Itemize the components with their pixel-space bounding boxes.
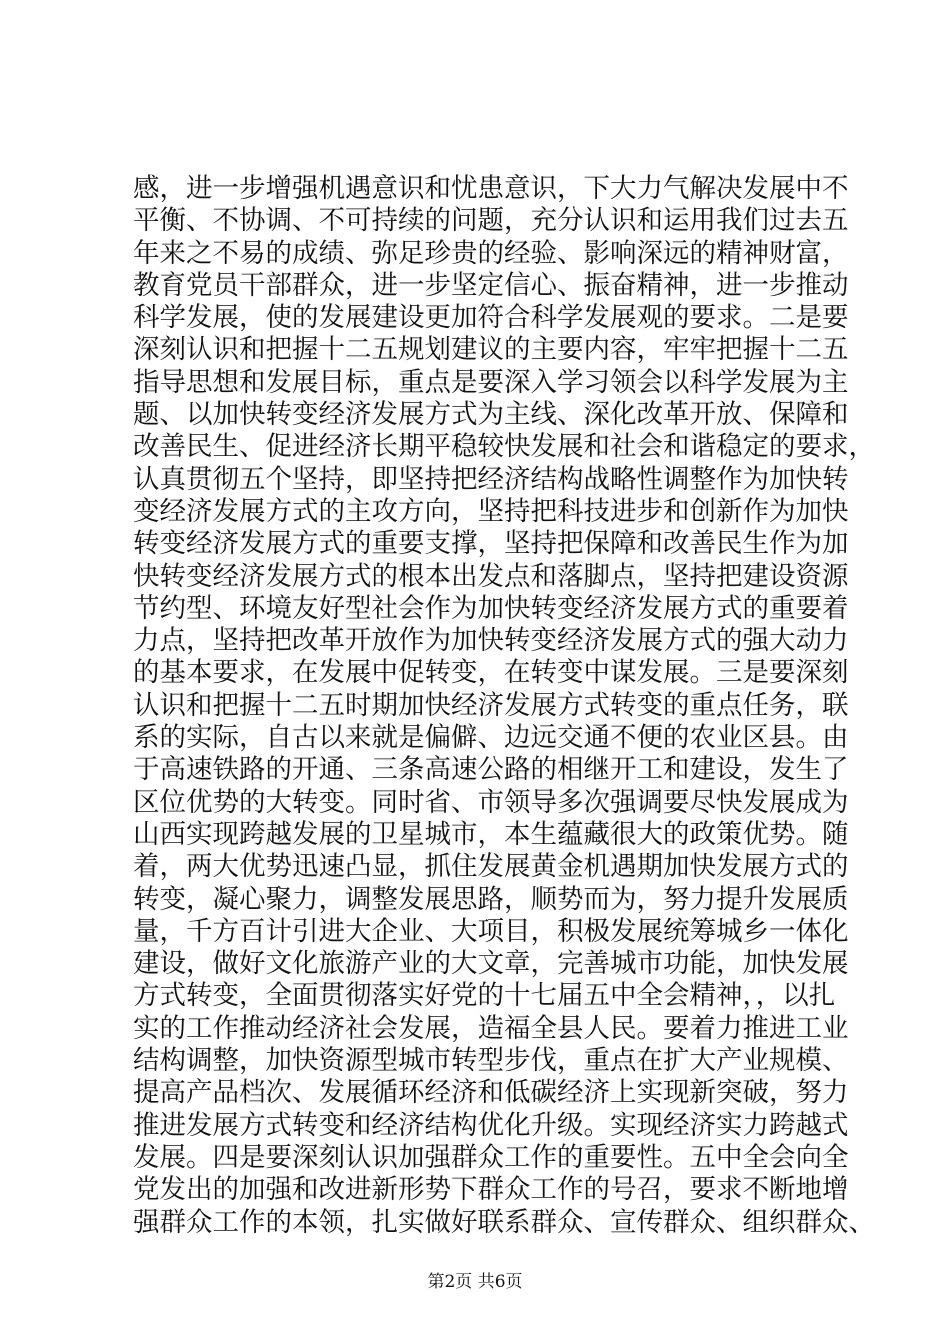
text-line-16: 的基本要求，在发展中促转变，在转变中谋发展。三是要深刻	[133, 657, 849, 689]
text-line-17: 认识和把握十二五时期加快经济发展方式转变的重点任务，联	[133, 689, 849, 721]
text-line-25: 建设，做好文化旅游产业的大文章，完善城市功能，加快发展	[133, 948, 849, 980]
text-line-21: 山西实现跨越发展的卫星城市，本生蕴藏很大的政策优势。随	[133, 818, 849, 850]
text-line-18: 系的实际，自古以来就是偏僻、边远交通不便的农业区县。由	[133, 722, 849, 754]
text-line-11: 变经济发展方式的主攻方向，坚持把科技进步和创新作为加快	[133, 495, 849, 527]
text-line-29: 提高产品档次、发展循环经济和低碳经济上实现新突破，努力	[133, 1077, 849, 1109]
text-line-27: 实的工作推动经济社会发展，造福全县人民。要着力推进工业	[133, 1012, 849, 1044]
text-line-30: 推进发展方式转变和经济结构优化升级。实现经济实力跨越式	[133, 1109, 849, 1141]
text-line-26: 方式转变，全面贯彻落实好党的十七届五中全会精神，，以扎	[133, 980, 836, 1012]
text-line-32: 党发出的加强和改进新形势下群众工作的号召，要求不断地增	[133, 1174, 849, 1206]
text-line-7: 指导思想和发展目标，重点是要深入学习领会以科学发展为主	[133, 366, 849, 398]
page-number-footer: 第2页 共6页	[427, 1272, 523, 1292]
text-line-5: 科学发展，使的发展建设更加符合科学发展观的要求。二是要	[133, 302, 849, 334]
text-line-28: 结构调整，加快资源型城市转型步伐，重点在扩大产业规模、	[133, 1045, 849, 1077]
text-line-13: 快转变经济发展方式的根本出发点和落脚点，坚持把建设资源	[133, 560, 849, 592]
text-line-4: 教育党员干部群众，进一步坚定信心、振奋精神，进一步推动	[133, 269, 849, 301]
text-line-1: 感，进一步增强机遇意识和忧患意识，下大力气解决发展中不	[133, 173, 849, 204]
body-text	[133, 173, 875, 1239]
text-line-23: 转变，凝心聚力，调整发展思路，顺势而为，努力提升发展质	[133, 883, 849, 915]
text-line-24: 量，千方百计引进大企业、大项目，积极发展统筹城乡一体化	[133, 915, 849, 947]
text-line-6: 深刻认识和把握十二五规划建议的主要内容，牢牢把握十二五	[133, 334, 849, 366]
text-line-9: 改善民生、促进经济长期平稳较快发展和社会和谐稳定的要求，	[133, 431, 875, 463]
text-line-2: 平衡、不协调、不可持续的问题，充分认识和运用我们过去五	[133, 205, 849, 237]
text-line-22: 着，两大优势迅速凸显，抓住发展黄金机遇期加快发展方式的	[133, 851, 849, 883]
text-line-10: 认真贯彻五个坚持，即坚持把经济结构战略性调整作为加快转	[133, 463, 849, 495]
text-line-19: 于高速铁路的开通、三条高速公路的相继开工和建设，发生了	[133, 754, 849, 786]
text-line-15: 力点，坚持把改革开放作为加快转变经济发展方式的强大动力	[133, 625, 849, 657]
text-line-20: 区位优势的大转变。同时省、市领导多次强调要尽快发展成为	[133, 786, 849, 818]
text-line-31: 发展。四是要深刻认识加强群众工作的重要性。五中全会向全	[133, 1141, 849, 1173]
text-line-33: 强群众工作的本领，扎实做好联系群众、宣传群众、组织群众、	[133, 1206, 875, 1238]
text-line-12: 转变经济发展方式的重要支撑，坚持把保障和改善民生作为加	[133, 528, 849, 560]
text-line-3: 年来之不易的成绩、弥足珍贵的经验、影响深远的精神财富，	[133, 237, 849, 269]
text-line-14: 节约型、环境友好型社会作为加快转变经济发展方式的重要着	[133, 592, 849, 624]
text-line-8: 题、以加快转变经济发展方式为主线、深化改革开放、保障和	[133, 399, 849, 431]
